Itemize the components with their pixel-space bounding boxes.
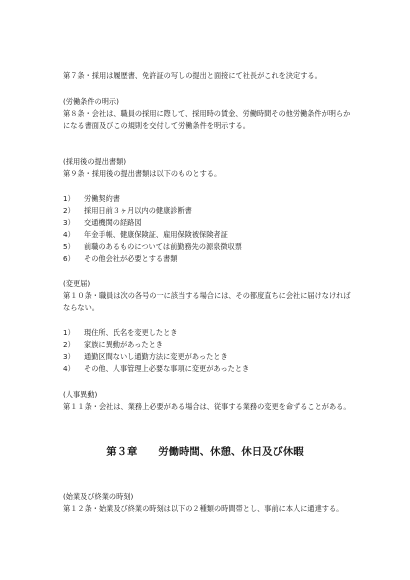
document-item-text: その他会社が必要とする書類 <box>84 254 178 263</box>
document-item-text: 年金手帳、健康保険証、雇用保険被保険者証 <box>84 230 228 239</box>
change-item-number: 4） <box>63 364 75 373</box>
change-item-number: 2） <box>63 340 75 349</box>
document-item-text: 前職のあるものについては前勤務先の源泉徴収票 <box>84 242 242 251</box>
document-item-number: 5） <box>63 242 75 251</box>
document-item-number: 1） <box>63 194 75 203</box>
change-item-text: その他、人事管理上必要な事項に変更があったとき <box>84 364 250 373</box>
working-conditions-heading: (労働条件の明示) <box>63 97 119 106</box>
document-item-number: 3） <box>63 218 75 227</box>
work-hours-heading: (始業及び終業の時刻) <box>63 492 134 501</box>
article-10-line-2: ならない。 <box>63 303 99 312</box>
article-10-line-1: 第１０条・職員は次の各号の一に該当する場合には、その都度直ちに会社に届けなければ <box>63 291 351 300</box>
document-item-text: 交通機関の経路図 <box>84 218 142 227</box>
chapter-3-title: 第３章 労働時間、休憩、休日及び休暇 <box>106 446 304 458</box>
document-item-number: 2） <box>63 206 75 215</box>
transfer-heading: (人事異動) <box>63 390 98 399</box>
document-item-text: 労働契約書 <box>84 194 120 203</box>
change-item-text: 現住所、氏名を変更したとき <box>84 328 178 337</box>
change-item-number: 3） <box>63 352 75 361</box>
article-8-line-1: 第８条・会社は、職員の採用に際して、採用時の賃金、労働時間その他労働条件が明らか <box>63 109 351 118</box>
documents-heading: (採用後の提出書類) <box>63 157 127 166</box>
article-11-text: 第１１条・会社は、業務上必要がある場合は、従事する業務の変更を命ずることがある。 <box>63 402 351 411</box>
change-item-number: 1） <box>63 328 75 337</box>
change-item-text: 通勤区間ないし通勤方法に変更があったとき <box>84 352 228 361</box>
article-8-line-2: になる書面及びこの規則を交付して労働条件を明示する。 <box>63 121 250 130</box>
document-item-text: 採用日前３ヶ月以内の健康診断書 <box>84 206 192 215</box>
article-12-text: 第１２条・始業及び終業の時刻は以下の２種類の時間帯とし、事前に本人に通達する。 <box>63 504 344 513</box>
article-9-intro: 第９条・採用後の提出書類は以下のものとする。 <box>63 169 222 178</box>
document-item-number: 4） <box>63 230 75 239</box>
change-item-text: 家族に異動があったとき <box>84 340 163 349</box>
changes-heading: (変更届) <box>63 279 91 288</box>
article-7-text: 第７条・採用は履歴書、免許証の写しの提出と面接にて社長がこれを決定する。 <box>63 71 322 80</box>
document-item-number: 6） <box>63 254 75 263</box>
